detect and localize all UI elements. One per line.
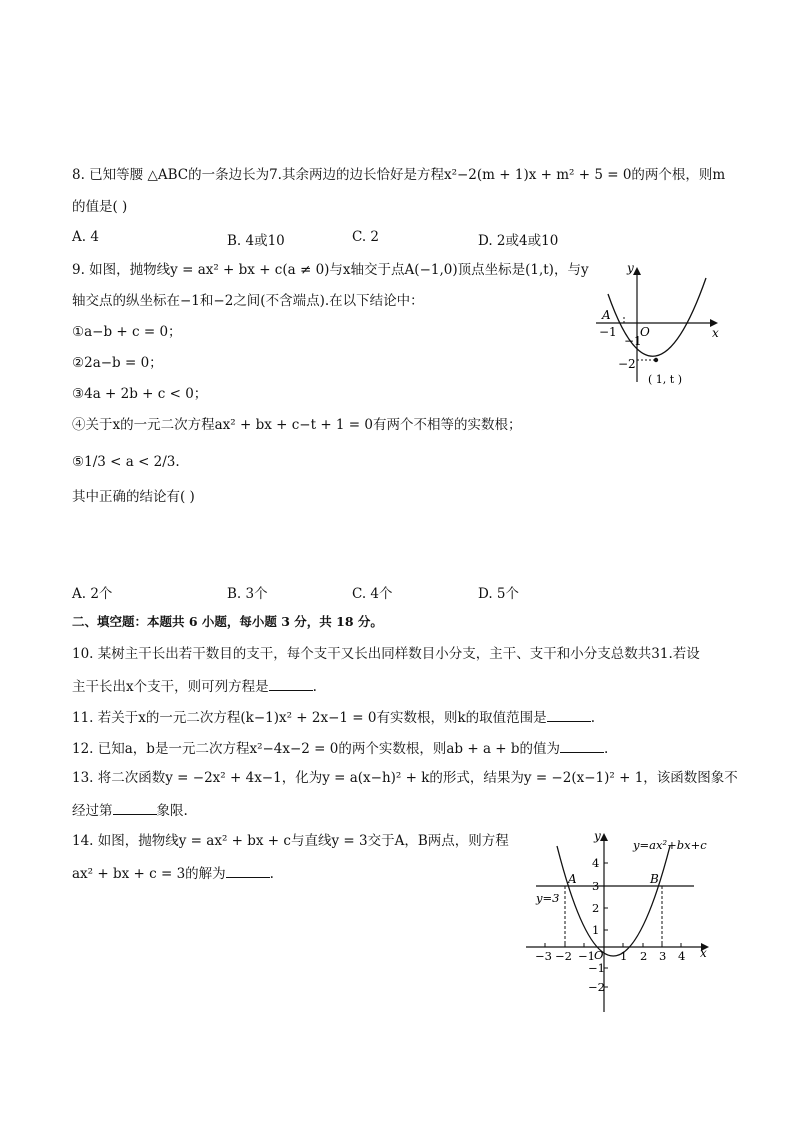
q14-graph-y-label: y bbox=[594, 829, 601, 843]
q14-x-tick: −1 bbox=[578, 949, 595, 963]
q8-option-d: D. 2或4或10 bbox=[478, 233, 559, 249]
q9-conclusion-3: ③4a + 2b + c < 0； bbox=[72, 386, 208, 402]
q8-line1: 8. 已知等腰 △ABC的一条边长为7.其余两边的边长恰好是方程x²−2(m + 1)x + m² + 5 = 0的两个根，则m bbox=[72, 167, 726, 183]
q11-answer-blank[interactable] bbox=[547, 707, 591, 722]
q14-parabola-graph bbox=[524, 826, 728, 1016]
q13-line1: 13. 将二次函数y = −2x² + 4x−1，化为y = a(x−h)² + k的形式，结果为y = −2(x−1)² + 1，该函数图象不 bbox=[72, 770, 738, 786]
q9-graph-origin: O bbox=[640, 325, 650, 339]
q9-line2: 轴交点的纵坐标在−1和−2之间(不含端点).在以下结论中： bbox=[72, 293, 424, 309]
q10-line1: 10. 某树主干长出若干数目的支干，每个支干又长出同样数目小分支，主干、支干和小分支总数共31.若设 bbox=[72, 646, 700, 662]
q14-line1: 14. 如图，抛物线y = ax² + bx + c与直线y = 3交于A，B两点，则方程 bbox=[72, 833, 509, 849]
q14-graph-line-label: y=3 bbox=[536, 891, 560, 905]
q14-graph-x-label: x bbox=[700, 946, 707, 960]
q14-y-tick: −2 bbox=[588, 980, 605, 994]
q14-graph-point-a: A bbox=[568, 872, 577, 886]
q9-graph-x-label: x bbox=[712, 326, 719, 340]
q14-graph-curve-label: y=ax²+bx+c bbox=[633, 838, 707, 852]
q9-option-c: C. 4个 bbox=[352, 586, 393, 602]
q12-line: 12. 已知a，b是一元二次方程x²−4x−2 = 0的两个实数根，则ab + a + b的值为 . bbox=[72, 738, 608, 758]
q14-graph-origin: O bbox=[594, 948, 604, 962]
q14-answer-blank[interactable] bbox=[226, 863, 270, 878]
q8-option-c: C. 2 bbox=[352, 229, 380, 245]
q14-x-tick: −2 bbox=[555, 949, 572, 963]
q9-graph-vertex-label: ( 1, t ) bbox=[648, 373, 682, 386]
q9-conclusion-4: ④关于x的一元二次方程ax² + bx + c−t + 1 = 0有两个不相等的实数根； bbox=[72, 417, 522, 433]
q9-option-b: B. 3个 bbox=[227, 586, 268, 602]
q10-line2: 主干长出x个支干，则可列方程是 . bbox=[72, 676, 317, 696]
q9-graph-point-a: A bbox=[602, 308, 611, 322]
q14-x-tick: 3 bbox=[659, 949, 667, 963]
q9-graph-tick-neg1-x: −1 bbox=[599, 325, 617, 339]
q9-graph-y-label: y bbox=[627, 261, 634, 275]
q12-answer-blank[interactable] bbox=[560, 738, 604, 753]
q9-graph-tick-neg1-y: −1 bbox=[624, 334, 642, 348]
q14-y-tick: 3 bbox=[592, 879, 600, 893]
q9-conclusion-2: ②2a−b = 0； bbox=[72, 355, 163, 371]
q9-option-d: D. 5个 bbox=[478, 586, 520, 602]
q14-line2: ax² + bx + c = 3的解为 . bbox=[72, 863, 274, 883]
q8-option-a: A. 4 bbox=[72, 229, 99, 245]
q11-line: 11. 若关于x的一元二次方程(k−1)x² + 2x−1 = 0有实数根，则k的取值范围是 . bbox=[72, 707, 595, 727]
q9-conclusion-1: ①a−b + c = 0； bbox=[72, 324, 182, 340]
q8-option-b: B. 4或10 bbox=[227, 233, 285, 249]
q14-y-tick: 4 bbox=[592, 856, 600, 870]
q14-x-tick: −3 bbox=[535, 949, 552, 963]
q9-parabola-graph bbox=[594, 256, 726, 386]
q9-line1: 9. 如图，抛物线y = ax² + bx + c(a ≠ 0)与x轴交于点A(−1,0)顶点坐标是(1,t)，与y bbox=[72, 262, 589, 278]
q14-x-tick: 4 bbox=[678, 949, 686, 963]
q14-y-tick: −1 bbox=[588, 961, 605, 975]
q8-line2: 的值是( ) bbox=[72, 199, 128, 215]
q9-option-a: A. 2个 bbox=[72, 586, 113, 602]
q13-line2: 经过第 象限. bbox=[72, 800, 188, 820]
q9-question: 其中正确的结论有( ) bbox=[72, 489, 195, 505]
q9-conclusion-5: ⑤1/3 < a < 2/3. bbox=[72, 454, 180, 470]
q14-x-tick: 2 bbox=[640, 949, 648, 963]
q14-y-tick: 1 bbox=[592, 923, 600, 937]
q14-y-tick: 2 bbox=[592, 901, 600, 915]
q13-answer-blank[interactable] bbox=[113, 800, 157, 815]
q10-answer-blank[interactable] bbox=[269, 676, 313, 691]
section-heading: 二、填空题：本题共 6 小题，每小题 3 分，共 18 分。 bbox=[72, 614, 383, 629]
q9-graph-tick-neg2-y: −2 bbox=[618, 357, 636, 371]
q14-x-tick: 1 bbox=[620, 949, 628, 963]
q14-graph-point-b: B bbox=[650, 872, 659, 886]
